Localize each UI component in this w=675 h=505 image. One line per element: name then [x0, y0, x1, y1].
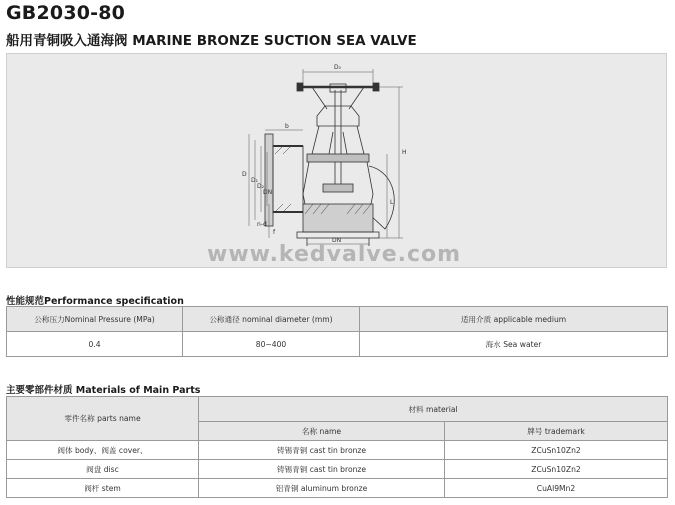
performance-table [6, 306, 668, 357]
header-part-name: 零件名称 parts name [7, 397, 199, 441]
label-d0: D₀ [334, 64, 342, 71]
label-d2: D₂ [257, 183, 265, 190]
performance-header-row [7, 307, 668, 332]
label-dn-bottom: DN [332, 237, 342, 244]
label-height-h: H [402, 149, 407, 156]
performance-heading: 性能规范Performance specification [6, 296, 184, 307]
cell-material-name: 铝青铜 aluminum bronze [199, 479, 445, 498]
cell-medium: 海水 Sea water [360, 332, 668, 357]
document-title: 船用青铜吸入通海阀 MARINE BRONZE SUCTION SEA VALVE [6, 33, 417, 49]
header-applicable-medium: 适用介质 applicable medium [360, 307, 668, 332]
header-material-name: 名称 name [199, 422, 445, 441]
label-f: f [273, 229, 276, 236]
table-row [7, 479, 668, 498]
cell-trademark: ZCuSn10Zn2 [445, 441, 668, 460]
header-trademark: 牌号 trademark [445, 422, 668, 441]
cell-pressure: 0.4 [7, 332, 183, 357]
table-row [7, 441, 668, 460]
performance-data-row [7, 332, 668, 357]
label-b: b [285, 123, 289, 130]
table-row [7, 460, 668, 479]
cell-material-name: 铸锡青铜 cast tin bronze [199, 460, 445, 479]
document-code: GB2030-80 [6, 2, 126, 24]
header-nominal-pressure: 公称压力Nominal Pressure (MPa) [7, 307, 183, 332]
cell-trademark: CuAl9Mn2 [445, 479, 668, 498]
cell-diameter: 80~400 [183, 332, 360, 357]
label-n-d: n-d [257, 221, 267, 228]
valve-drawing-panel [6, 53, 667, 268]
label-d1: D₁ [251, 177, 259, 184]
watermark-text: www.kedvalve.com [207, 242, 462, 267]
label-d-outer: D [242, 171, 247, 178]
cell-part: 阀盘 disc [7, 460, 199, 479]
label-dn-left: DN [263, 189, 273, 196]
materials-table [6, 396, 668, 498]
label-l: L [390, 199, 394, 206]
cell-trademark: ZCuSn10Zn2 [445, 460, 668, 479]
cell-part: 阀杆 stem [7, 479, 199, 498]
header-material: 材料 material [199, 397, 668, 422]
cell-material-name: 铸锡青铜 cast tin bronze [199, 441, 445, 460]
materials-heading: 主要零部件材质 Materials of Main Parts [6, 385, 201, 396]
valve-cross-section-drawing [7, 54, 668, 269]
header-nominal-diameter: 公称通径 nominal diameter (mm) [183, 307, 360, 332]
cell-part: 阀体 body、阀盖 cover、 [7, 441, 199, 460]
